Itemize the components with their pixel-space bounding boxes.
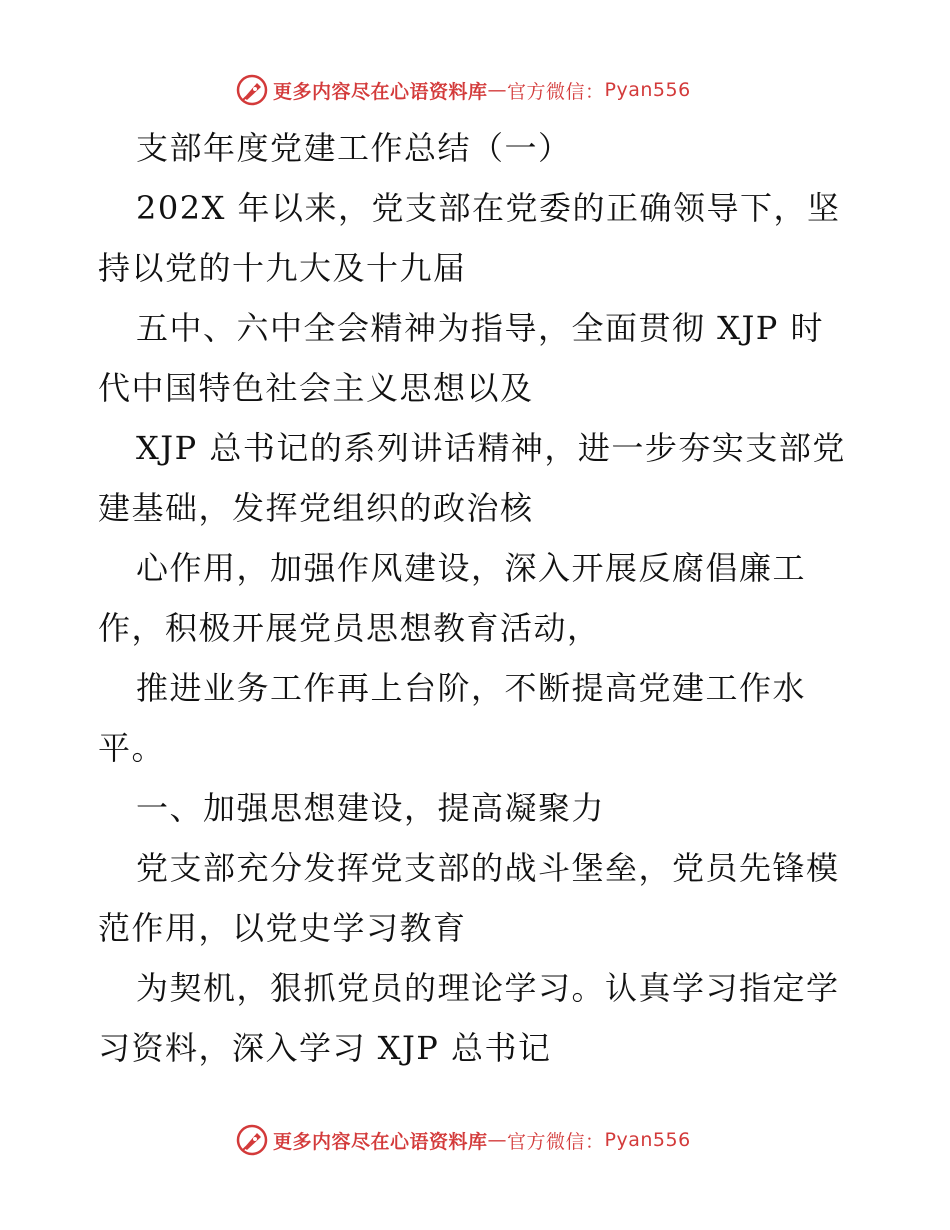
paragraph-line: 心作用，加强作风建设，深入开展反腐倡廉工 — [136, 549, 807, 587]
section-heading: 一、加强思想建设，提高凝聚力 — [136, 789, 606, 827]
paragraph-line: 推进业务工作再上台阶，不断提高党建工作水 — [136, 669, 807, 707]
pen-nib-logo-icon — [235, 1123, 269, 1157]
pen-nib-logo-icon — [235, 73, 269, 107]
paragraph-line: 五中、六中全会精神为指导，全面贯彻 XJP 时 — [136, 309, 824, 347]
paragraph-line: 作，积极开展党员思想教育活动， — [98, 609, 601, 647]
paragraph-line: 党支部充分发挥党支部的战斗堡垒，党员先锋模 — [136, 849, 840, 887]
paragraph-line: 习资料，深入学习 XJP 总书记 — [98, 1029, 552, 1067]
paragraph-line: XJP 总书记的系列讲话精神，进一步夯实支部党 — [136, 429, 846, 467]
paragraph-line: 平。 — [98, 729, 166, 767]
paragraph-line: 202X 年以来，党支部在党委的正确领导下，坚 — [136, 189, 841, 227]
watermark-label: 官方微信： — [507, 1130, 605, 1153]
paragraph-line: 为契机，狠抓党员的理论学习。认真学习指定学 — [136, 969, 840, 1007]
paragraph-line: 建基础，发挥党组织的政治核 — [98, 489, 534, 527]
watermark-label: 官方微信： — [507, 80, 605, 103]
document-title: 支部年度党建工作总结（一） — [136, 129, 572, 167]
watermark-banner-bottom — [235, 1122, 755, 1158]
watermark-separator: — — [487, 1129, 508, 1151]
watermark-separator: — — [487, 79, 508, 101]
watermark-banner-top — [235, 72, 755, 108]
document-body — [98, 118, 858, 1078]
paragraph-line: 范作用，以党史学习教育 — [98, 909, 467, 947]
paragraph-line: 代中国特色社会主义思想以及 — [98, 369, 534, 407]
watermark-brand: 更多内容尽在心语资料库 — [273, 1130, 488, 1153]
paragraph-line: 持以党的十九大及十九届 — [98, 249, 467, 287]
watermark-brand: 更多内容尽在心语资料库 — [273, 80, 488, 103]
watermark-handle: Pyan556 — [604, 79, 691, 101]
watermark-handle: Pyan556 — [604, 1129, 691, 1151]
